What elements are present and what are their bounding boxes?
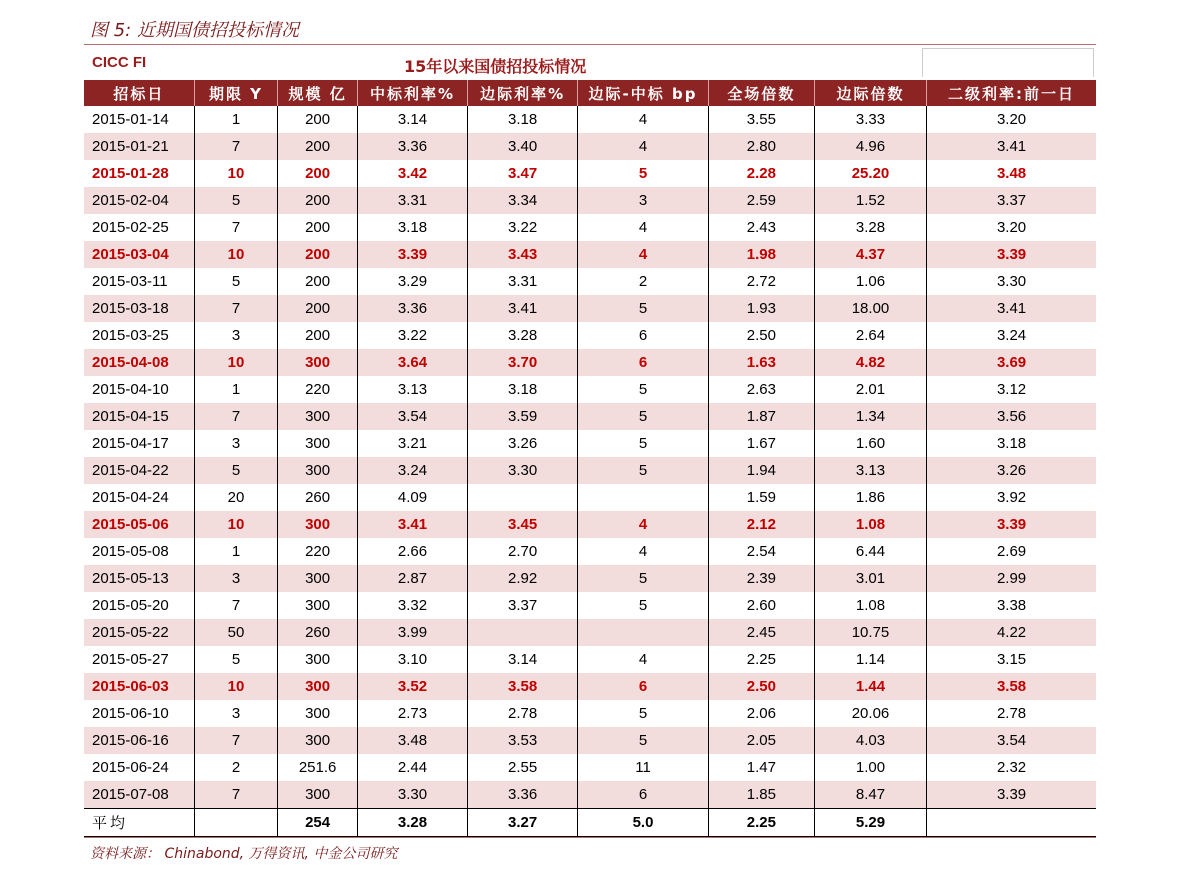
cell-date: 2015-01-14 bbox=[84, 106, 194, 133]
cell-spread: 4 bbox=[578, 106, 709, 133]
source-note: 资料来源： Chinabond, 万得资讯, 中金公司研究 bbox=[90, 846, 398, 862]
cell-date: 2015-05-06 bbox=[84, 511, 194, 538]
cell-win-rate: 3.39 bbox=[357, 241, 467, 268]
cell-term: 50 bbox=[194, 619, 278, 646]
cell-date: 2015-06-03 bbox=[84, 673, 194, 700]
cell-marginal-rate: 3.26 bbox=[468, 430, 578, 457]
cell-term: 5 bbox=[194, 268, 278, 295]
cell-win-rate: 3.32 bbox=[357, 592, 467, 619]
cell-term: 10 bbox=[194, 160, 278, 187]
cell-marginal-multiple: 25.20 bbox=[814, 160, 926, 187]
cell-secondary-rate: 3.18 bbox=[996, 435, 1027, 452]
table-row bbox=[84, 646, 1096, 673]
cell-win-rate: 3.36 bbox=[357, 295, 467, 322]
cell-date: 2015-05-13 bbox=[84, 565, 194, 592]
average-marginal-multiple: 5.29 bbox=[814, 809, 926, 837]
cell-term: 1 bbox=[194, 538, 278, 565]
table-row bbox=[84, 349, 1096, 376]
cell-secondary-rate: 3.38 bbox=[996, 597, 1027, 614]
cell-win-rate: 3.18 bbox=[357, 214, 467, 241]
cell-win-rate: 3.54 bbox=[357, 403, 467, 430]
cell-marginal-multiple: 2.64 bbox=[814, 322, 926, 349]
table-row bbox=[84, 484, 1096, 511]
cell-term: 7 bbox=[194, 133, 278, 160]
cell-secondary-rate: 3.58 bbox=[927, 673, 1096, 700]
cell-term: 5 bbox=[194, 646, 278, 673]
cell-date: 2015-01-28 bbox=[84, 160, 194, 187]
cell-term: 7 bbox=[194, 214, 278, 241]
cell-spread: 5 bbox=[578, 700, 709, 727]
cell-marginal-rate bbox=[468, 484, 578, 511]
cell-spread: 4 bbox=[578, 511, 709, 538]
cell-date: 2015-04-22 bbox=[84, 457, 194, 484]
cell-size: 300 bbox=[278, 673, 358, 700]
cell-size: 200 bbox=[278, 187, 358, 214]
cell-bid-cover: 2.45 bbox=[708, 619, 814, 646]
cell-win-rate: 3.41 bbox=[357, 511, 467, 538]
cell-secondary-rate: 3.92 bbox=[996, 489, 1027, 506]
column-header: 全场倍数 bbox=[708, 80, 814, 106]
cell-marginal-multiple: 4.82 bbox=[814, 349, 926, 376]
cell-size: 251.6 bbox=[278, 754, 358, 781]
cell-spread: 4 bbox=[578, 538, 709, 565]
cell-win-rate: 3.29 bbox=[357, 268, 467, 295]
cell-spread bbox=[578, 484, 709, 511]
cell-term: 5 bbox=[194, 457, 278, 484]
cell-bid-cover: 2.72 bbox=[708, 268, 814, 295]
cell-term: 2 bbox=[194, 754, 278, 781]
table-row bbox=[84, 592, 1096, 619]
cell-size: 300 bbox=[278, 511, 358, 538]
cell-marginal-multiple: 3.28 bbox=[814, 214, 926, 241]
cell-bid-cover: 2.06 bbox=[708, 700, 814, 727]
cell-spread: 4 bbox=[578, 241, 709, 268]
cell-marginal-multiple: 8.47 bbox=[814, 781, 926, 809]
cell-date: 2015-01-21 bbox=[84, 133, 194, 160]
empty-header-box bbox=[922, 48, 1094, 77]
cell-marginal-rate: 3.31 bbox=[468, 268, 578, 295]
cell-marginal-rate: 3.37 bbox=[468, 592, 578, 619]
cell-marginal-multiple: 1.34 bbox=[814, 403, 926, 430]
cell-marginal-multiple: 1.00 bbox=[814, 754, 926, 781]
column-header: 规模 亿 bbox=[278, 80, 358, 106]
cell-date: 2015-02-04 bbox=[84, 187, 194, 214]
cell-spread: 3 bbox=[578, 187, 709, 214]
cell-bid-cover: 1.67 bbox=[708, 430, 814, 457]
table-row bbox=[84, 187, 1096, 214]
cell-date: 2015-07-08 bbox=[84, 781, 194, 809]
cell-win-rate: 3.22 bbox=[357, 322, 467, 349]
cell-spread: 5 bbox=[578, 565, 709, 592]
cell-size: 300 bbox=[278, 700, 358, 727]
cell-win-rate: 3.30 bbox=[357, 781, 467, 809]
average-marginal-rate: 3.27 bbox=[468, 809, 578, 837]
cell-secondary-rate: 2.69 bbox=[996, 543, 1027, 560]
table-row bbox=[84, 538, 1096, 565]
cell-marginal-rate: 3.14 bbox=[468, 646, 578, 673]
bond-auction-table bbox=[84, 80, 1096, 837]
cell-secondary-rate: 3.20 bbox=[996, 111, 1027, 128]
cell-term: 3 bbox=[194, 700, 278, 727]
cell-size: 200 bbox=[278, 295, 358, 322]
table-title: 15年以来国债招投标情况 bbox=[404, 57, 587, 76]
cell-secondary-rate: 3.39 bbox=[927, 511, 1096, 538]
average-bid-cover: 2.25 bbox=[708, 809, 814, 837]
cell-bid-cover: 2.50 bbox=[708, 673, 814, 700]
cell-marginal-rate: 3.45 bbox=[468, 511, 578, 538]
cell-size: 300 bbox=[278, 430, 358, 457]
cell-term: 5 bbox=[194, 187, 278, 214]
table-row bbox=[84, 133, 1096, 160]
table-row bbox=[84, 727, 1096, 754]
table-row bbox=[84, 268, 1096, 295]
cell-bid-cover: 2.25 bbox=[708, 646, 814, 673]
cell-date: 2015-05-20 bbox=[84, 592, 194, 619]
cell-term: 1 bbox=[194, 106, 278, 133]
cell-term: 10 bbox=[194, 673, 278, 700]
cell-win-rate: 3.52 bbox=[357, 673, 467, 700]
cell-size: 200 bbox=[278, 106, 358, 133]
cell-marginal-multiple: 1.44 bbox=[814, 673, 926, 700]
cell-bid-cover: 2.39 bbox=[708, 565, 814, 592]
table-row bbox=[84, 565, 1096, 592]
cell-date: 2015-04-15 bbox=[84, 403, 194, 430]
cell-marginal-multiple: 20.06 bbox=[814, 700, 926, 727]
cell-bid-cover: 2.54 bbox=[708, 538, 814, 565]
cell-spread bbox=[578, 619, 709, 646]
cell-secondary-rate: 3.37 bbox=[927, 187, 1096, 214]
cell-size: 200 bbox=[278, 241, 358, 268]
cell-secondary-rate: 3.56 bbox=[927, 403, 1096, 430]
table-row bbox=[84, 403, 1096, 430]
cell-marginal-rate: 3.59 bbox=[468, 403, 578, 430]
cell-secondary-rate: 3.30 bbox=[996, 273, 1027, 290]
cell-win-rate: 3.14 bbox=[357, 106, 467, 133]
column-header: 中标利率% bbox=[357, 80, 467, 106]
table-row bbox=[84, 160, 1096, 187]
cell-marginal-rate: 3.34 bbox=[468, 187, 578, 214]
cell-win-rate: 3.99 bbox=[357, 619, 467, 646]
cell-marginal-rate: 3.40 bbox=[468, 133, 578, 160]
cell-marginal-rate: 2.92 bbox=[468, 565, 578, 592]
brand-label: CICC FI bbox=[92, 54, 147, 71]
column-header: 招标日 bbox=[84, 80, 194, 106]
cell-marginal-multiple: 3.01 bbox=[814, 565, 926, 592]
cell-spread: 11 bbox=[578, 754, 709, 781]
cell-size: 200 bbox=[278, 322, 358, 349]
cell-secondary-rate: 2.99 bbox=[927, 565, 1096, 592]
cell-date: 2015-05-27 bbox=[84, 646, 194, 673]
cell-bid-cover: 2.28 bbox=[708, 160, 814, 187]
cell-size: 300 bbox=[278, 565, 358, 592]
cell-marginal-multiple: 1.08 bbox=[814, 592, 926, 619]
cell-spread: 4 bbox=[578, 133, 709, 160]
cell-marginal-multiple: 1.86 bbox=[814, 484, 926, 511]
cell-win-rate: 3.24 bbox=[357, 457, 467, 484]
table-row bbox=[84, 619, 1096, 646]
cell-marginal-multiple: 1.14 bbox=[814, 646, 926, 673]
cell-date: 2015-03-25 bbox=[84, 322, 194, 349]
cell-size: 200 bbox=[278, 133, 358, 160]
cell-secondary-rate: 3.39 bbox=[927, 241, 1096, 268]
cell-spread: 5 bbox=[578, 727, 709, 754]
cell-marginal-rate: 3.28 bbox=[468, 322, 578, 349]
cell-secondary-rate: 3.48 bbox=[996, 165, 1027, 182]
cell-marginal-multiple: 4.96 bbox=[814, 133, 926, 160]
cell-marginal-multiple: 4.03 bbox=[814, 727, 926, 754]
cell-spread: 4 bbox=[578, 646, 709, 673]
cell-bid-cover: 3.55 bbox=[708, 106, 814, 133]
cell-win-rate: 3.13 bbox=[357, 376, 467, 403]
cell-bid-cover: 1.87 bbox=[708, 403, 814, 430]
cell-term: 3 bbox=[194, 322, 278, 349]
cell-marginal-rate: 2.70 bbox=[468, 538, 578, 565]
cell-term: 1 bbox=[194, 376, 278, 403]
column-header: 边际-中标 bp bbox=[578, 80, 709, 106]
cell-bid-cover: 1.47 bbox=[708, 754, 814, 781]
top-divider bbox=[84, 44, 1096, 45]
cell-size: 220 bbox=[278, 538, 358, 565]
cell-term: 7 bbox=[194, 592, 278, 619]
cell-marginal-multiple: 4.37 bbox=[814, 241, 926, 268]
cell-win-rate: 3.36 bbox=[357, 133, 467, 160]
table-row bbox=[84, 754, 1096, 781]
cell-marginal-multiple: 18.00 bbox=[814, 295, 926, 322]
cell-spread: 5 bbox=[578, 376, 709, 403]
cell-marginal-multiple: 10.75 bbox=[814, 619, 926, 646]
cell-date: 2015-02-25 bbox=[84, 214, 194, 241]
table-row bbox=[84, 322, 1096, 349]
cell-secondary-rate: 3.26 bbox=[927, 457, 1096, 484]
cell-term: 20 bbox=[194, 484, 278, 511]
cell-win-rate: 3.64 bbox=[357, 349, 467, 376]
table-row bbox=[84, 295, 1096, 322]
table-row bbox=[84, 457, 1096, 484]
cell-bid-cover: 1.98 bbox=[708, 241, 814, 268]
cell-secondary-rate: 2.78 bbox=[996, 705, 1027, 722]
cell-win-rate: 2.66 bbox=[357, 538, 467, 565]
cell-marginal-multiple: 1.60 bbox=[814, 430, 926, 457]
cell-size: 260 bbox=[278, 484, 358, 511]
cell-date: 2015-06-10 bbox=[84, 700, 194, 727]
cell-bid-cover: 2.63 bbox=[708, 376, 814, 403]
cell-bid-cover: 2.43 bbox=[708, 214, 814, 241]
cell-spread: 5 bbox=[578, 160, 709, 187]
cell-spread: 5 bbox=[578, 592, 709, 619]
table-row bbox=[84, 241, 1096, 268]
cell-secondary-rate: 3.41 bbox=[927, 295, 1096, 322]
cell-term: 3 bbox=[194, 430, 278, 457]
average-label: 平均 bbox=[84, 809, 194, 837]
cell-size: 300 bbox=[278, 646, 358, 673]
cell-date: 2015-04-10 bbox=[84, 376, 194, 403]
cell-win-rate: 2.87 bbox=[357, 565, 467, 592]
cell-size: 300 bbox=[278, 457, 358, 484]
cell-term: 10 bbox=[194, 349, 278, 376]
cell-marginal-rate: 3.22 bbox=[468, 214, 578, 241]
cell-size: 220 bbox=[278, 376, 358, 403]
cell-marginal-multiple: 3.33 bbox=[814, 106, 926, 133]
cell-term: 7 bbox=[194, 727, 278, 754]
cell-term: 7 bbox=[194, 295, 278, 322]
cell-win-rate: 2.44 bbox=[357, 754, 467, 781]
column-header: 边际利率% bbox=[468, 80, 578, 106]
cell-marginal-multiple: 1.08 bbox=[814, 511, 926, 538]
cell-spread: 4 bbox=[578, 214, 709, 241]
cell-spread: 5 bbox=[578, 457, 709, 484]
cell-spread: 6 bbox=[578, 322, 709, 349]
cell-marginal-multiple: 1.52 bbox=[814, 187, 926, 214]
cell-term: 10 bbox=[194, 511, 278, 538]
cell-marginal-rate: 2.55 bbox=[468, 754, 578, 781]
cell-marginal-rate: 3.43 bbox=[468, 241, 578, 268]
cell-spread: 2 bbox=[578, 268, 709, 295]
cell-marginal-rate: 3.30 bbox=[468, 457, 578, 484]
table-row bbox=[84, 781, 1096, 809]
cell-date: 2015-04-24 bbox=[84, 484, 194, 511]
bottom-divider bbox=[84, 837, 1096, 838]
table-header-row bbox=[84, 80, 1096, 106]
cell-size: 200 bbox=[278, 268, 358, 295]
cell-bid-cover: 2.59 bbox=[708, 187, 814, 214]
cell-size: 300 bbox=[278, 781, 358, 809]
cell-bid-cover: 2.12 bbox=[708, 511, 814, 538]
cell-marginal-multiple: 3.13 bbox=[814, 457, 926, 484]
cell-win-rate: 3.48 bbox=[357, 727, 467, 754]
cell-spread: 5 bbox=[578, 403, 709, 430]
cell-date: 2015-03-18 bbox=[84, 295, 194, 322]
cell-marginal-rate: 3.18 bbox=[468, 106, 578, 133]
cell-marginal-rate: 3.41 bbox=[468, 295, 578, 322]
cell-marginal-rate: 3.53 bbox=[468, 727, 578, 754]
column-header: 二级利率:前一日 bbox=[927, 80, 1096, 106]
cell-spread: 6 bbox=[578, 673, 709, 700]
table-row bbox=[84, 214, 1096, 241]
column-header: 期限 Y bbox=[194, 80, 278, 106]
cell-date: 2015-04-17 bbox=[84, 430, 194, 457]
cell-date: 2015-03-04 bbox=[84, 241, 194, 268]
cell-secondary-rate: 3.69 bbox=[927, 349, 1096, 376]
cell-win-rate: 3.21 bbox=[357, 430, 467, 457]
cell-bid-cover: 1.93 bbox=[708, 295, 814, 322]
cell-date: 2015-06-24 bbox=[84, 754, 194, 781]
cell-size: 300 bbox=[278, 727, 358, 754]
cell-size: 200 bbox=[278, 160, 358, 187]
cell-secondary-rate: 3.54 bbox=[927, 727, 1096, 754]
cell-marginal-multiple: 6.44 bbox=[814, 538, 926, 565]
cell-spread: 5 bbox=[578, 295, 709, 322]
cell-secondary-rate: 3.24 bbox=[996, 327, 1027, 344]
cell-spread: 6 bbox=[578, 349, 709, 376]
cell-bid-cover: 1.63 bbox=[708, 349, 814, 376]
cell-secondary-rate: 3.39 bbox=[927, 781, 1096, 809]
cell-bid-cover: 2.60 bbox=[708, 592, 814, 619]
table-row bbox=[84, 430, 1096, 457]
cell-size: 260 bbox=[278, 619, 358, 646]
cell-win-rate: 3.10 bbox=[357, 646, 467, 673]
average-secondary-rate bbox=[927, 809, 1096, 837]
cell-bid-cover: 1.94 bbox=[708, 457, 814, 484]
cell-win-rate: 3.31 bbox=[357, 187, 467, 214]
cell-bid-cover: 2.50 bbox=[708, 322, 814, 349]
cell-win-rate: 3.42 bbox=[357, 160, 467, 187]
cell-marginal-multiple: 2.01 bbox=[814, 376, 926, 403]
cell-bid-cover: 2.80 bbox=[708, 133, 814, 160]
cell-secondary-rate: 3.20 bbox=[996, 219, 1027, 236]
cell-size: 300 bbox=[278, 403, 358, 430]
table-heading-row bbox=[84, 48, 1096, 78]
average-row bbox=[84, 809, 1096, 837]
cell-marginal-rate: 2.78 bbox=[468, 700, 578, 727]
cell-secondary-rate: 2.32 bbox=[996, 759, 1027, 776]
cell-secondary-rate: 4.22 bbox=[927, 619, 1096, 646]
table-row bbox=[84, 511, 1096, 538]
cell-bid-cover: 1.85 bbox=[708, 781, 814, 809]
cell-marginal-rate: 3.18 bbox=[468, 376, 578, 403]
cell-marginal-rate: 3.58 bbox=[468, 673, 578, 700]
cell-size: 300 bbox=[278, 592, 358, 619]
cell-term: 7 bbox=[194, 781, 278, 809]
cell-marginal-rate: 3.36 bbox=[468, 781, 578, 809]
cell-spread: 5 bbox=[578, 430, 709, 457]
cell-size: 300 bbox=[278, 349, 358, 376]
table-row bbox=[84, 673, 1096, 700]
table-row bbox=[84, 376, 1096, 403]
cell-win-rate: 2.73 bbox=[357, 700, 467, 727]
cell-term: 7 bbox=[194, 403, 278, 430]
table-row bbox=[84, 106, 1096, 133]
cell-secondary-rate: 3.12 bbox=[996, 381, 1027, 398]
cell-secondary-rate: 3.15 bbox=[996, 651, 1027, 668]
cell-bid-cover: 1.59 bbox=[708, 484, 814, 511]
cell-date: 2015-05-08 bbox=[84, 538, 194, 565]
table-row bbox=[84, 700, 1096, 727]
cell-marginal-rate bbox=[468, 619, 578, 646]
cell-term: 3 bbox=[194, 565, 278, 592]
cell-bid-cover: 2.05 bbox=[708, 727, 814, 754]
cell-spread: 6 bbox=[578, 781, 709, 809]
cell-date: 2015-06-16 bbox=[84, 727, 194, 754]
cell-date: 2015-05-22 bbox=[84, 619, 194, 646]
cell-win-rate: 4.09 bbox=[357, 484, 467, 511]
average-term bbox=[194, 809, 278, 837]
average-size: 254 bbox=[278, 809, 358, 837]
average-spread: 5.0 bbox=[578, 809, 709, 837]
cell-size: 200 bbox=[278, 214, 358, 241]
table-body bbox=[84, 106, 1096, 809]
cell-term: 10 bbox=[194, 241, 278, 268]
cell-secondary-rate: 3.41 bbox=[927, 133, 1096, 160]
average-win-rate: 3.28 bbox=[357, 809, 467, 837]
figure-title: 图 5: 近期国债招投标情况 bbox=[90, 20, 299, 41]
cell-date: 2015-03-11 bbox=[84, 268, 194, 295]
column-header: 边际倍数 bbox=[814, 80, 926, 106]
cell-marginal-rate: 3.47 bbox=[468, 160, 578, 187]
cell-date: 2015-04-08 bbox=[84, 349, 194, 376]
cell-marginal-rate: 3.70 bbox=[468, 349, 578, 376]
cell-marginal-multiple: 1.06 bbox=[814, 268, 926, 295]
